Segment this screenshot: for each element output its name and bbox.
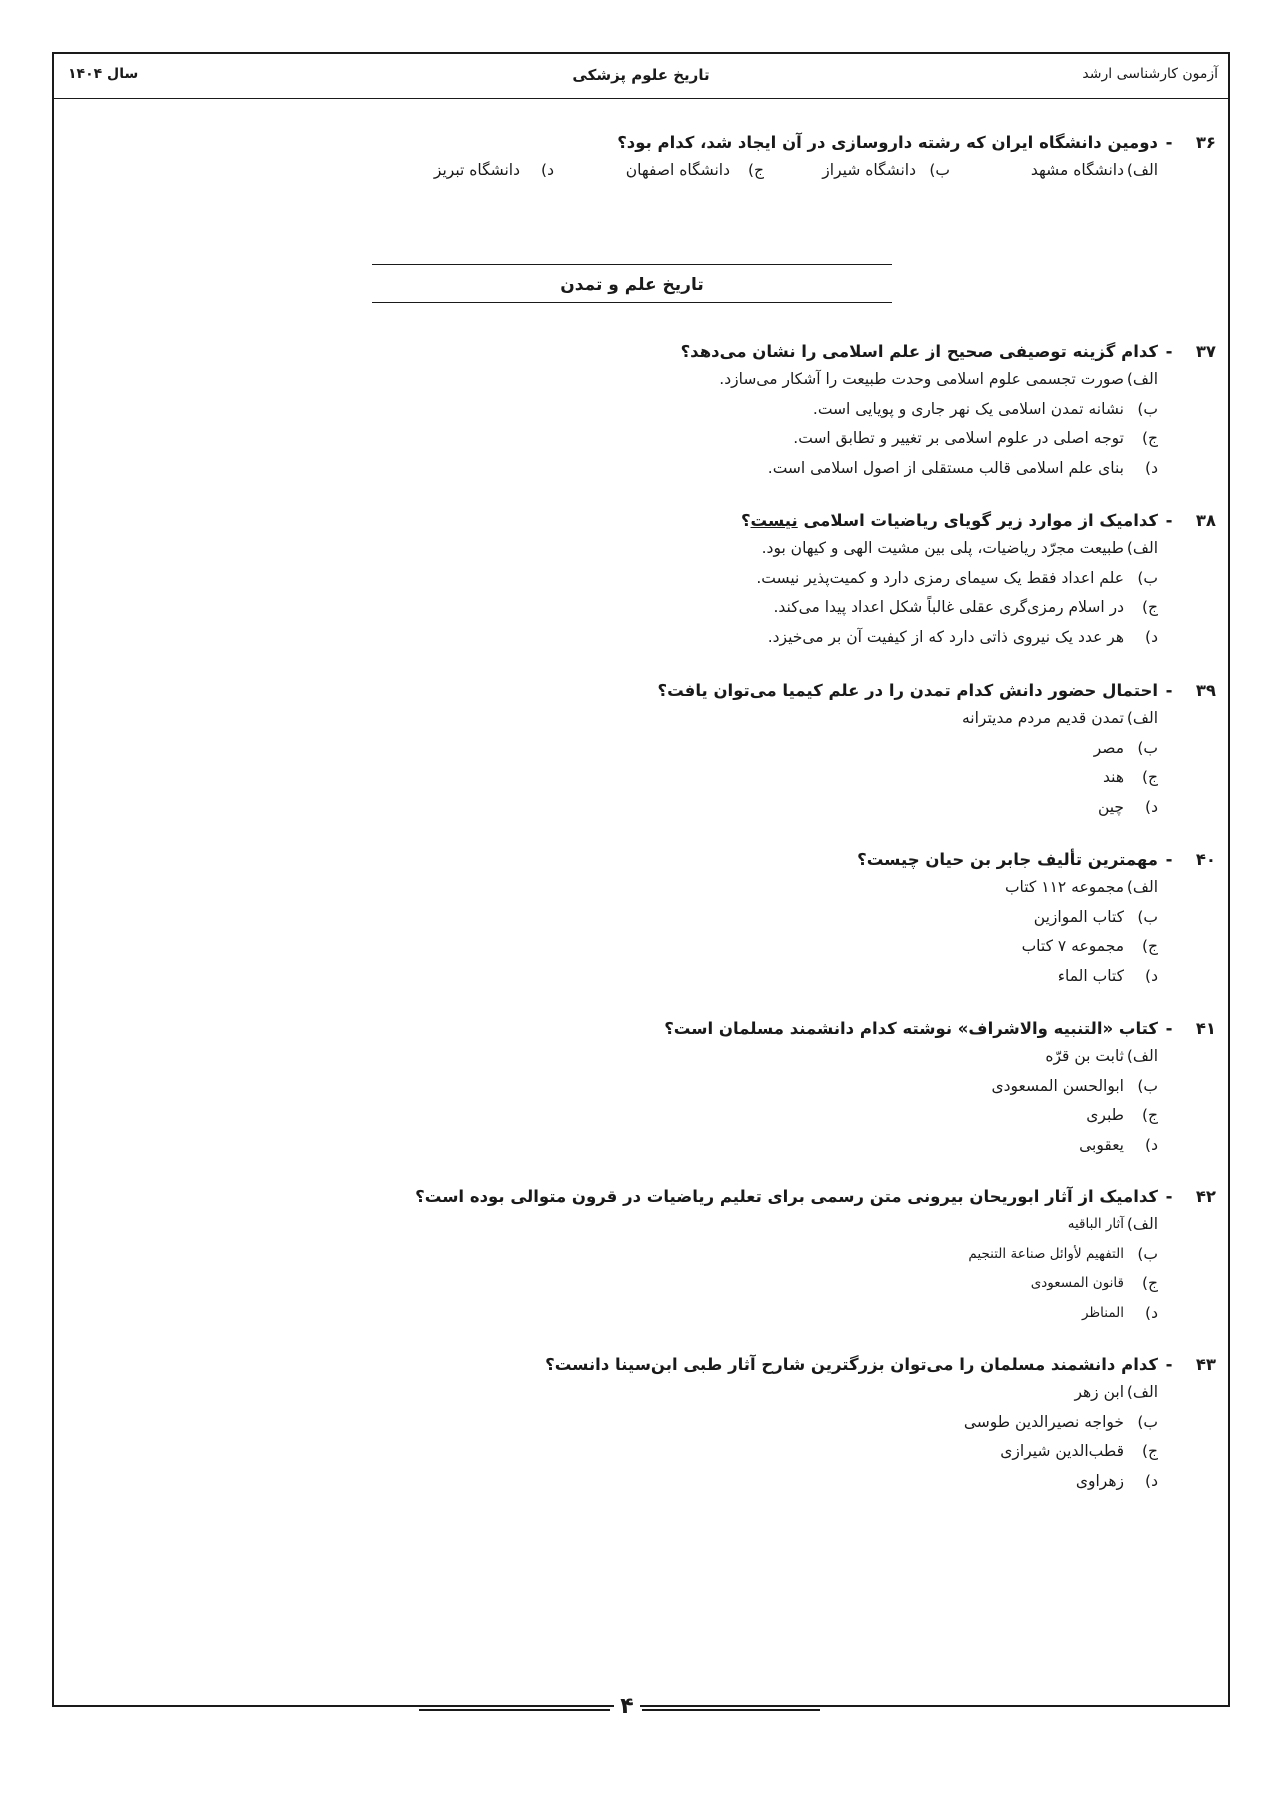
- question-41: [94, 1016, 1216, 1160]
- option-c: [94, 1269, 1158, 1299]
- question-text: دومین دانشگاه ایران که رشته داروسازی در آن ایجاد شد، کدام بود؟: [617, 133, 1158, 152]
- option-c: [94, 932, 1158, 962]
- question-38: [94, 508, 1216, 652]
- option-text: نشانه تمدن اسلامی یک نهر جاری و پویایی است.: [812, 399, 1124, 418]
- section-heading: [372, 264, 892, 303]
- option-a: [94, 1042, 1158, 1072]
- option-text: در اسلام رمزی‌گری عقلی غالباً شکل اعداد پیدا می‌کند.: [773, 598, 1124, 616]
- option-letter: الف): [1126, 370, 1158, 388]
- option-letter: ب): [1137, 568, 1158, 587]
- option-text: مجموعه ۱۱۲ کتاب: [1004, 878, 1124, 896]
- option-a: [94, 1378, 1158, 1408]
- option-text: چین: [1097, 797, 1124, 816]
- question-number: ۴۰: [1195, 850, 1216, 869]
- question-36: [94, 130, 1216, 186]
- question-dash: -: [1165, 1355, 1173, 1374]
- option-letter: ج): [1141, 1442, 1158, 1460]
- question-dash: -: [1165, 681, 1173, 700]
- option-letter: د): [1145, 458, 1158, 477]
- option-d: [94, 623, 1158, 653]
- question-number: ۴۱: [1195, 1019, 1216, 1038]
- option-text: زهراوی: [1075, 1471, 1124, 1490]
- question-number: ۳۷: [1195, 342, 1216, 361]
- option-c: [94, 763, 1158, 793]
- option-text: ابوالحسن المسعودی: [991, 1076, 1124, 1095]
- question-text-wrap: [741, 508, 1158, 534]
- option-text: هند: [1103, 768, 1124, 786]
- option-d: [94, 1131, 1158, 1161]
- section-title: تاریخ علم و تمدن: [560, 275, 704, 295]
- question-number: ۳۹: [1195, 681, 1216, 700]
- page-header: [54, 54, 1228, 99]
- option-text: قانون المسعودی: [1030, 1275, 1124, 1291]
- option-letter: ب): [1137, 1076, 1158, 1095]
- option-d: [94, 1299, 1158, 1329]
- footer-rule-right: [642, 1709, 820, 1711]
- option-c: [94, 1437, 1158, 1467]
- option-a: [94, 1210, 1158, 1240]
- option-text: ثابت بن قرّه: [1045, 1047, 1124, 1065]
- option-text: یعقوبی: [1079, 1135, 1124, 1154]
- option-letter: ج): [1141, 598, 1158, 616]
- question-dash: -: [1165, 1187, 1173, 1206]
- option-text: علم اعداد فقط یک سیمای رمزی دارد و کمیت‌پذیر نیست.: [756, 568, 1124, 587]
- question-text: کدام گزینه توصیفی صحیح از علم اسلامی را نشان می‌دهد؟: [680, 342, 1158, 361]
- question-40: [94, 847, 1216, 991]
- page-frame: [52, 52, 1230, 1719]
- question-dash: -: [1165, 133, 1173, 152]
- option-d: [94, 962, 1158, 992]
- question-text: کتاب «التنبیه والاشراف» نوشته کدام دانشمند مسلمان است؟: [664, 1019, 1158, 1038]
- option-letter: ب): [1137, 1412, 1158, 1431]
- options-list: [94, 1042, 1158, 1160]
- options-list: [94, 156, 1158, 186]
- option-a: [94, 873, 1158, 903]
- exam-year: سال ۱۴۰۴: [68, 66, 139, 82]
- option-c: [94, 424, 1158, 454]
- option-text: طبیعت مجرّد ریاضیات، پلی بین مشیت الهی و کیهان بود.: [761, 539, 1124, 557]
- option-letter: د): [541, 161, 554, 179]
- question-42: [94, 1184, 1216, 1328]
- option-text: خواجه نصیرالدین طوسی: [963, 1412, 1124, 1431]
- option-b: [94, 903, 1158, 933]
- option-letter: الف): [1126, 709, 1158, 727]
- option-text: کتاب الماء: [1057, 966, 1124, 985]
- question-37: [94, 339, 1216, 483]
- option-d: [94, 1467, 1158, 1497]
- question-text: مهمترین تألیف جابر بن حیان چیست؟: [857, 850, 1158, 869]
- option-letter: د): [1145, 627, 1158, 646]
- option-text: توجه اصلی در علوم اسلامی بر تغییر و تطابق است.: [793, 429, 1124, 447]
- option-c: [94, 593, 1158, 623]
- exam-title: آزمون کارشناسی ارشد: [1082, 66, 1218, 82]
- subject-title: تاریخ علوم پزشکی: [572, 66, 710, 84]
- option-text: کتاب الموازین: [1033, 907, 1124, 926]
- option-text: ابن زهر: [1074, 1383, 1124, 1401]
- option-text: طبری: [1086, 1106, 1124, 1124]
- page-footer: [54, 1694, 1228, 1723]
- option-letter: د): [1145, 797, 1158, 816]
- option-letter: ب): [1137, 738, 1158, 757]
- option-b: [94, 734, 1158, 764]
- option-letter: د): [1145, 1471, 1158, 1490]
- footer-rule-left: [419, 1709, 610, 1711]
- option-a: [94, 704, 1158, 734]
- question-mark: ؟: [740, 511, 751, 530]
- section-rule-bottom: [372, 302, 892, 303]
- option-letter: ج): [1141, 937, 1158, 955]
- options-list: [94, 1378, 1158, 1496]
- option-text: مجموعه ۷ کتاب: [1021, 937, 1124, 955]
- page-number: ۴: [614, 1694, 640, 1719]
- question-emphasis: نیست: [750, 511, 798, 530]
- option-text: بنای علم اسلامی قالب مستقلی از اصول اسلامی است.: [767, 458, 1124, 477]
- question-dash: -: [1165, 342, 1173, 361]
- option-text: دانشگاه اصفهان: [625, 161, 730, 179]
- question-number: ۴۳: [1195, 1355, 1216, 1374]
- option-text: دانشگاه شیراز: [822, 161, 916, 179]
- option-d: [94, 454, 1158, 484]
- option-letter: ج): [1141, 429, 1158, 447]
- option-b: [764, 156, 950, 186]
- option-text: مصر: [1093, 738, 1124, 757]
- options-list: [94, 365, 1158, 483]
- question-39: [94, 678, 1216, 822]
- option-letter: الف): [1126, 1047, 1158, 1065]
- option-a: [94, 534, 1158, 564]
- option-c: [554, 156, 764, 186]
- options-list: [94, 534, 1158, 652]
- option-letter: ب): [1137, 907, 1158, 926]
- option-b: [94, 1072, 1158, 1102]
- option-d: [94, 793, 1158, 823]
- option-letter: د): [1145, 1303, 1158, 1322]
- question-dash: -: [1165, 511, 1173, 530]
- option-letter: ب): [929, 161, 950, 179]
- options-list: [94, 704, 1158, 822]
- option-text: دانشگاه تبریز: [433, 161, 520, 179]
- options-list: [94, 1210, 1158, 1328]
- option-letter: ج): [1141, 1106, 1158, 1124]
- option-letter: ج): [747, 161, 764, 179]
- option-letter: الف): [1126, 539, 1158, 557]
- question-text: احتمال حضور دانش کدام تمدن را در علم کیمیا می‌توان یافت؟: [657, 681, 1158, 700]
- question-text: کدامیک از موارد زیر گویای ریاضیات اسلامی: [803, 511, 1158, 530]
- option-c: [94, 1101, 1158, 1131]
- option-letter: ج): [1141, 1274, 1158, 1292]
- option-letter: د): [1145, 1135, 1158, 1154]
- options-list: [94, 873, 1158, 991]
- option-text: المناظر: [1081, 1304, 1124, 1321]
- question-number: ۴۲: [1195, 1187, 1216, 1206]
- option-a: [94, 365, 1158, 395]
- question-text: کدام دانشمند مسلمان را می‌توان بزرگترین شارح آثار طبی ابن‌سینا دانست؟: [545, 1355, 1158, 1374]
- option-a: [950, 156, 1158, 186]
- option-text: قطب‌الدین شیرازی: [1000, 1442, 1124, 1460]
- option-letter: الف): [1126, 1215, 1158, 1233]
- option-letter: ب): [1137, 1244, 1158, 1263]
- option-text: صورت تجسمی علوم اسلامی وحدت طبیعت را آشکار می‌سازد.: [719, 370, 1124, 388]
- option-letter: د): [1145, 966, 1158, 985]
- option-letter: الف): [1126, 1383, 1158, 1401]
- option-b: [94, 564, 1158, 594]
- question-number: ۳۸: [1195, 511, 1216, 530]
- option-b: [94, 395, 1158, 425]
- option-b: [94, 1408, 1158, 1438]
- option-text: دانشگاه مشهد: [1030, 161, 1124, 179]
- option-text: تمدن قدیم مردم مدیترانه: [961, 709, 1124, 727]
- option-letter: الف): [1126, 161, 1158, 179]
- question-number: ۳۶: [1195, 133, 1216, 152]
- option-letter: ب): [1137, 399, 1158, 418]
- option-letter: الف): [1126, 878, 1158, 896]
- option-text: التفهیم لأوائل صناعة التنجیم: [968, 1245, 1124, 1262]
- question-dash: -: [1165, 850, 1173, 869]
- option-text: هر عدد یک نیروی ذاتی دارد که از کیفیت آن بر می‌خیزد.: [767, 627, 1124, 646]
- question-dash: -: [1165, 1019, 1173, 1038]
- option-letter: ج): [1141, 768, 1158, 786]
- option-b: [94, 1240, 1158, 1270]
- option-d: [354, 156, 554, 186]
- question-43: [94, 1352, 1216, 1496]
- question-text: کدامیک از آثار ابوریحان بیرونی متن رسمی برای تعلیم ریاضیات در قرون متوالی بوده است؟: [415, 1187, 1158, 1206]
- option-text: آثار الباقیه: [1067, 1216, 1124, 1232]
